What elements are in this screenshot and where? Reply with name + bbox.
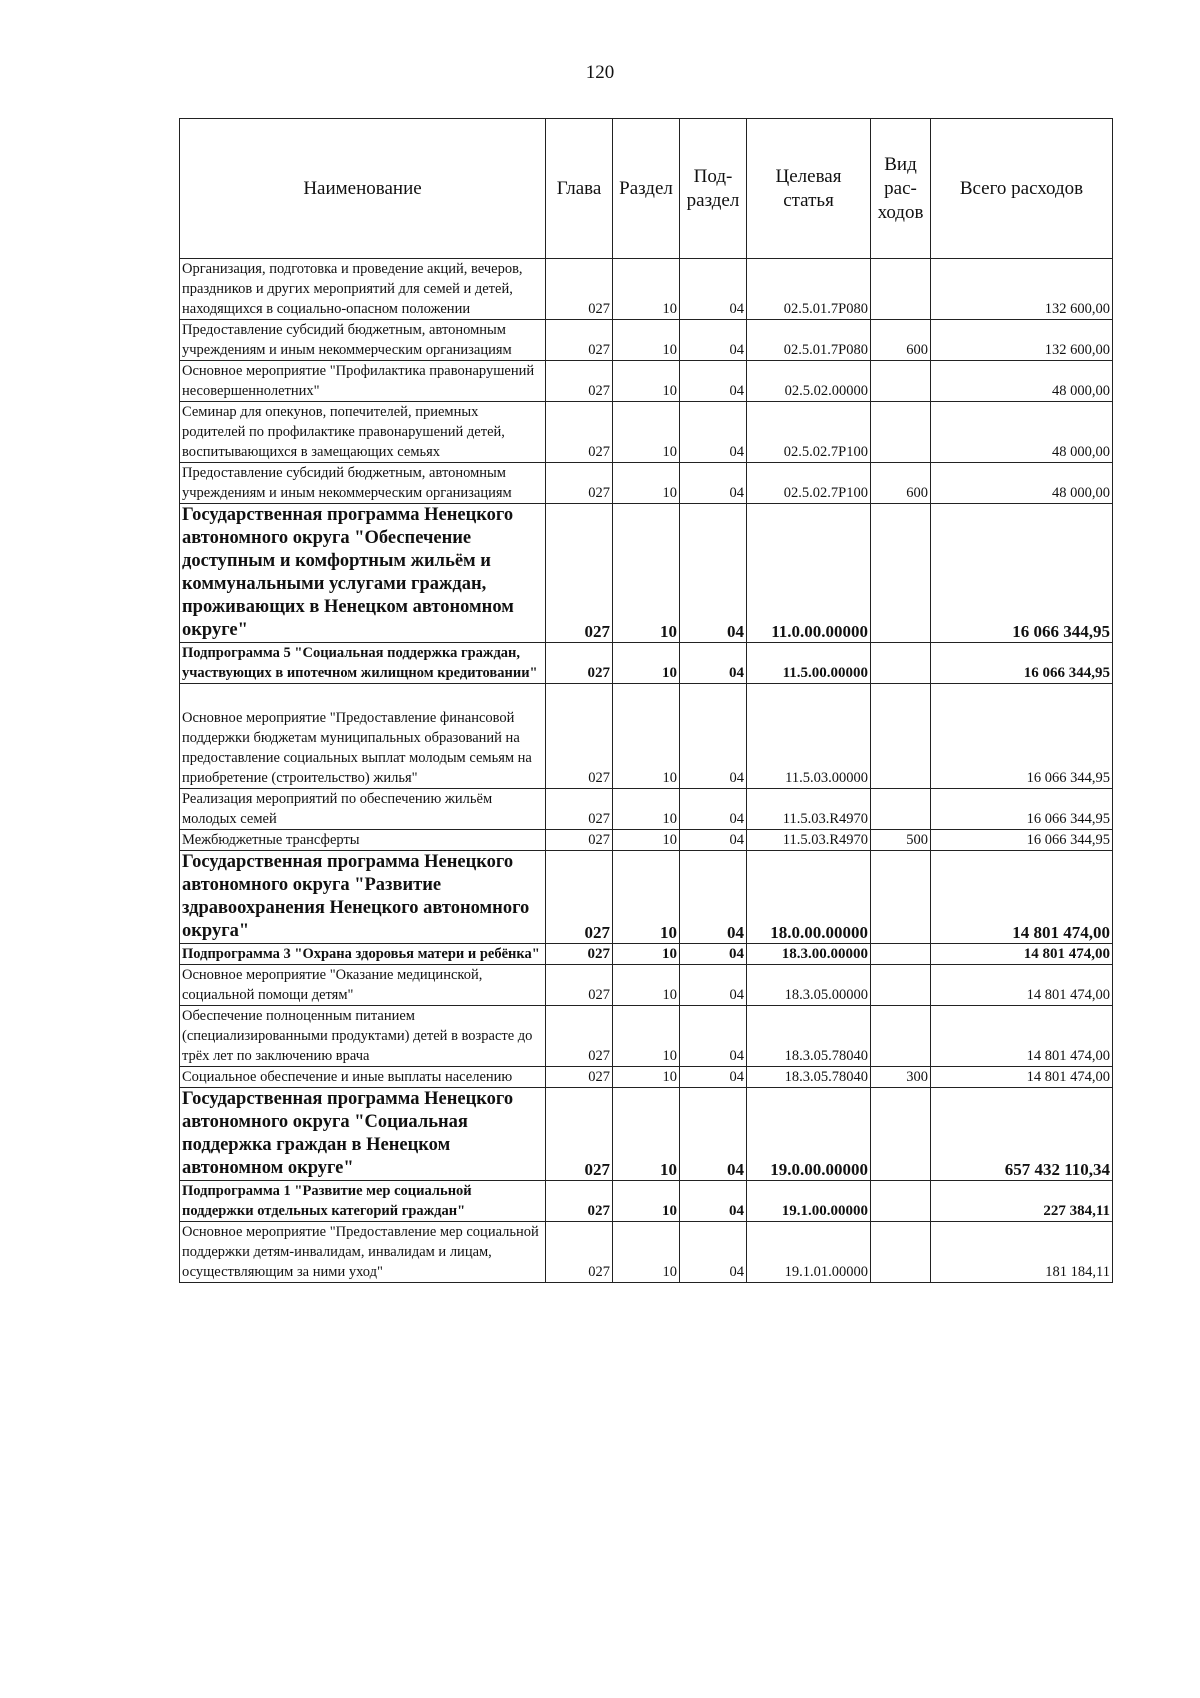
- header-subsection: Под-раздел: [680, 119, 747, 259]
- row-chapter: 027: [546, 944, 613, 965]
- row-section: 10: [613, 851, 680, 944]
- row-subsection: 04: [680, 830, 747, 851]
- header-target: Целевая статья: [747, 119, 871, 259]
- row-subsection: 04: [680, 1088, 747, 1181]
- row-kind: 600: [871, 320, 931, 361]
- row-name: Обеспечение полноценным питанием (специализированными продуктами) детей в возрасте до трёх лет по заключению врача: [180, 1006, 546, 1067]
- row-target: 02.5.01.7Р080: [747, 259, 871, 320]
- row-section: 10: [613, 1067, 680, 1088]
- row-total: 16 066 344,95: [931, 643, 1113, 684]
- row-total: 181 184,11: [931, 1222, 1113, 1283]
- row-section: 10: [613, 259, 680, 320]
- row-section: 10: [613, 504, 680, 643]
- row-chapter: 027: [546, 1088, 613, 1181]
- header-chapter: Глава: [546, 119, 613, 259]
- row-name: Подпрограмма 3 "Охрана здоровья матери и ребёнка": [180, 944, 546, 965]
- row-subsection: 04: [680, 643, 747, 684]
- row-total: 48 000,00: [931, 402, 1113, 463]
- row-section: 10: [613, 965, 680, 1006]
- row-kind: [871, 684, 931, 789]
- row-target: 18.3.05.78040: [747, 1067, 871, 1088]
- row-section: 10: [613, 643, 680, 684]
- row-total: 132 600,00: [931, 259, 1113, 320]
- row-kind: 600: [871, 463, 931, 504]
- table-row: [180, 1067, 1113, 1088]
- row-target: 02.5.02.7Р100: [747, 402, 871, 463]
- row-section: 10: [613, 789, 680, 830]
- row-kind: 300: [871, 1067, 931, 1088]
- row-subsection: 04: [680, 320, 747, 361]
- row-total: 14 801 474,00: [931, 1067, 1113, 1088]
- row-total: 132 600,00: [931, 320, 1113, 361]
- table-row: [180, 320, 1113, 361]
- row-name: Основное мероприятие "Предоставление финансовой поддержки бюджетам муниципальных образований на предоставление социальных выплат молодым семьям на приобретение (строительство) жилья": [180, 684, 546, 789]
- row-subsection: 04: [680, 851, 747, 944]
- row-name: Организация, подготовка и проведение акций, вечеров, праздников и других мероприятий для семей и детей, находящихся в социально-опасном положении: [180, 259, 546, 320]
- row-total: 14 801 474,00: [931, 965, 1113, 1006]
- row-kind: 500: [871, 830, 931, 851]
- table-row-subprogram: [180, 1181, 1113, 1222]
- header-row: [180, 119, 1113, 259]
- table-row: [180, 789, 1113, 830]
- row-target: 02.5.02.00000: [747, 361, 871, 402]
- table-row: [180, 684, 1113, 789]
- row-target: 18.0.00.00000: [747, 851, 871, 944]
- row-chapter: 027: [546, 830, 613, 851]
- row-name: Социальное обеспечение и иные выплаты населению: [180, 1067, 546, 1088]
- page-number: 120: [585, 62, 615, 83]
- row-name: Межбюджетные трансферты: [180, 830, 546, 851]
- row-target: 19.1.00.00000: [747, 1181, 871, 1222]
- row-name: Основное мероприятие "Оказание медицинской, социальной помощи детям": [180, 965, 546, 1006]
- row-section: 10: [613, 684, 680, 789]
- row-section: 10: [613, 361, 680, 402]
- table-row-program: [180, 504, 1113, 643]
- row-total: 48 000,00: [931, 361, 1113, 402]
- row-kind: [871, 944, 931, 965]
- header-kind: Вид рас-ходов: [871, 119, 931, 259]
- row-chapter: 027: [546, 684, 613, 789]
- row-total: 227 384,11: [931, 1181, 1113, 1222]
- row-target: 19.0.00.00000: [747, 1088, 871, 1181]
- table-row-subprogram: [180, 643, 1113, 684]
- table-row: [180, 463, 1113, 504]
- row-name: Предоставление субсидий бюджетным, автономным учреждениям и иным некоммерческим организациям: [180, 320, 546, 361]
- row-section: 10: [613, 1181, 680, 1222]
- row-name: Государственная программа Ненецкого автономного округа "Обеспечение доступным и комфортным жильём и коммунальными услугами граждан, проживающих в Ненецком автономном округе": [180, 504, 546, 643]
- row-total: 16 066 344,95: [931, 684, 1113, 789]
- row-chapter: 027: [546, 1222, 613, 1283]
- row-target: 11.5.03.00000: [747, 684, 871, 789]
- row-target: 02.5.01.7Р080: [747, 320, 871, 361]
- row-subsection: 04: [680, 1181, 747, 1222]
- table-row: [180, 259, 1113, 320]
- row-name: Подпрограмма 1 "Развитие мер социальной поддержки отдельных категорий граждан": [180, 1181, 546, 1222]
- row-chapter: 027: [546, 1067, 613, 1088]
- row-chapter: 027: [546, 789, 613, 830]
- row-subsection: 04: [680, 684, 747, 789]
- row-kind: [871, 965, 931, 1006]
- row-kind: [871, 1088, 931, 1181]
- row-section: 10: [613, 830, 680, 851]
- table-row: [180, 361, 1113, 402]
- row-subsection: 04: [680, 789, 747, 830]
- row-section: 10: [613, 320, 680, 361]
- row-name: Государственная программа Ненецкого автономного округа "Развитие здравоохранения Ненецкого автономного округа": [180, 851, 546, 944]
- row-chapter: 027: [546, 463, 613, 504]
- header-total: Всего расходов: [931, 119, 1113, 259]
- row-target: 11.5.00.00000: [747, 643, 871, 684]
- row-name: Реализация мероприятий по обеспечению жильём молодых семей: [180, 789, 546, 830]
- header-section: Раздел: [613, 119, 680, 259]
- row-target: 11.5.03.R4970: [747, 830, 871, 851]
- row-chapter: 027: [546, 402, 613, 463]
- row-target: 02.5.02.7Р100: [747, 463, 871, 504]
- row-subsection: 04: [680, 1006, 747, 1067]
- row-total: 14 801 474,00: [931, 944, 1113, 965]
- row-chapter: 027: [546, 361, 613, 402]
- row-total: 16 066 344,95: [931, 789, 1113, 830]
- table-row-subprogram: [180, 944, 1113, 965]
- row-subsection: 04: [680, 1067, 747, 1088]
- row-subsection: 04: [680, 402, 747, 463]
- row-total: 16 066 344,95: [931, 830, 1113, 851]
- table-row: [180, 965, 1113, 1006]
- row-name: Основное мероприятие "Профилактика правонарушений несовершеннолетних": [180, 361, 546, 402]
- row-kind: [871, 361, 931, 402]
- row-target: 18.3.00.00000: [747, 944, 871, 965]
- row-subsection: 04: [680, 361, 747, 402]
- row-target: 18.3.05.00000: [747, 965, 871, 1006]
- row-section: 10: [613, 944, 680, 965]
- row-kind: [871, 1222, 931, 1283]
- row-kind: [871, 851, 931, 944]
- row-kind: [871, 1006, 931, 1067]
- row-chapter: 027: [546, 1181, 613, 1222]
- row-chapter: 027: [546, 851, 613, 944]
- row-section: 10: [613, 402, 680, 463]
- row-subsection: 04: [680, 965, 747, 1006]
- row-subsection: 04: [680, 944, 747, 965]
- row-chapter: 027: [546, 1006, 613, 1067]
- row-kind: [871, 1181, 931, 1222]
- row-kind: [871, 402, 931, 463]
- row-chapter: 027: [546, 643, 613, 684]
- table-row-program: [180, 1088, 1113, 1181]
- row-chapter: 027: [546, 965, 613, 1006]
- row-chapter: 027: [546, 504, 613, 643]
- row-section: 10: [613, 1006, 680, 1067]
- header-name: Наименование: [180, 119, 546, 259]
- row-target: 18.3.05.78040: [747, 1006, 871, 1067]
- row-total: 14 801 474,00: [931, 1006, 1113, 1067]
- table-row: [180, 1222, 1113, 1283]
- row-total: 48 000,00: [931, 463, 1113, 504]
- row-kind: [871, 504, 931, 643]
- row-name: Предоставление субсидий бюджетным, автономным учреждениям и иным некоммерческим организациям: [180, 463, 546, 504]
- row-name: Подпрограмма 5 "Социальная поддержка граждан, участвующих в ипотечном жилищном кредитовании": [180, 643, 546, 684]
- table-row: [180, 402, 1113, 463]
- row-section: 10: [613, 1088, 680, 1181]
- row-total: 16 066 344,95: [931, 504, 1113, 643]
- row-chapter: 027: [546, 320, 613, 361]
- row-total: 657 432 110,34: [931, 1088, 1113, 1181]
- row-subsection: 04: [680, 259, 747, 320]
- table-row-program: [180, 851, 1113, 944]
- row-subsection: 04: [680, 504, 747, 643]
- table-row: [180, 830, 1113, 851]
- row-section: 10: [613, 463, 680, 504]
- row-section: 10: [613, 1222, 680, 1283]
- row-kind: [871, 789, 931, 830]
- row-subsection: 04: [680, 1222, 747, 1283]
- row-total: 14 801 474,00: [931, 851, 1113, 944]
- row-target: 11.0.00.00000: [747, 504, 871, 643]
- row-name: Семинар для опекунов, попечителей, приемных родителей по профилактике правонарушений детей, воспитывающихся в замещающих семьях: [180, 402, 546, 463]
- row-kind: [871, 643, 931, 684]
- row-name: Государственная программа Ненецкого автономного округа "Социальная поддержка граждан в Ненецком автономном округе": [180, 1088, 546, 1181]
- budget-table: [179, 118, 1113, 1283]
- table-row: [180, 1006, 1113, 1067]
- row-target: 19.1.01.00000: [747, 1222, 871, 1283]
- row-subsection: 04: [680, 463, 747, 504]
- row-kind: [871, 259, 931, 320]
- row-name: Основное мероприятие "Предоставление мер социальной поддержки детям-инвалидам, инвалидам и лицам, осуществляющим за ними уход": [180, 1222, 546, 1283]
- row-chapter: 027: [546, 259, 613, 320]
- row-target: 11.5.03.R4970: [747, 789, 871, 830]
